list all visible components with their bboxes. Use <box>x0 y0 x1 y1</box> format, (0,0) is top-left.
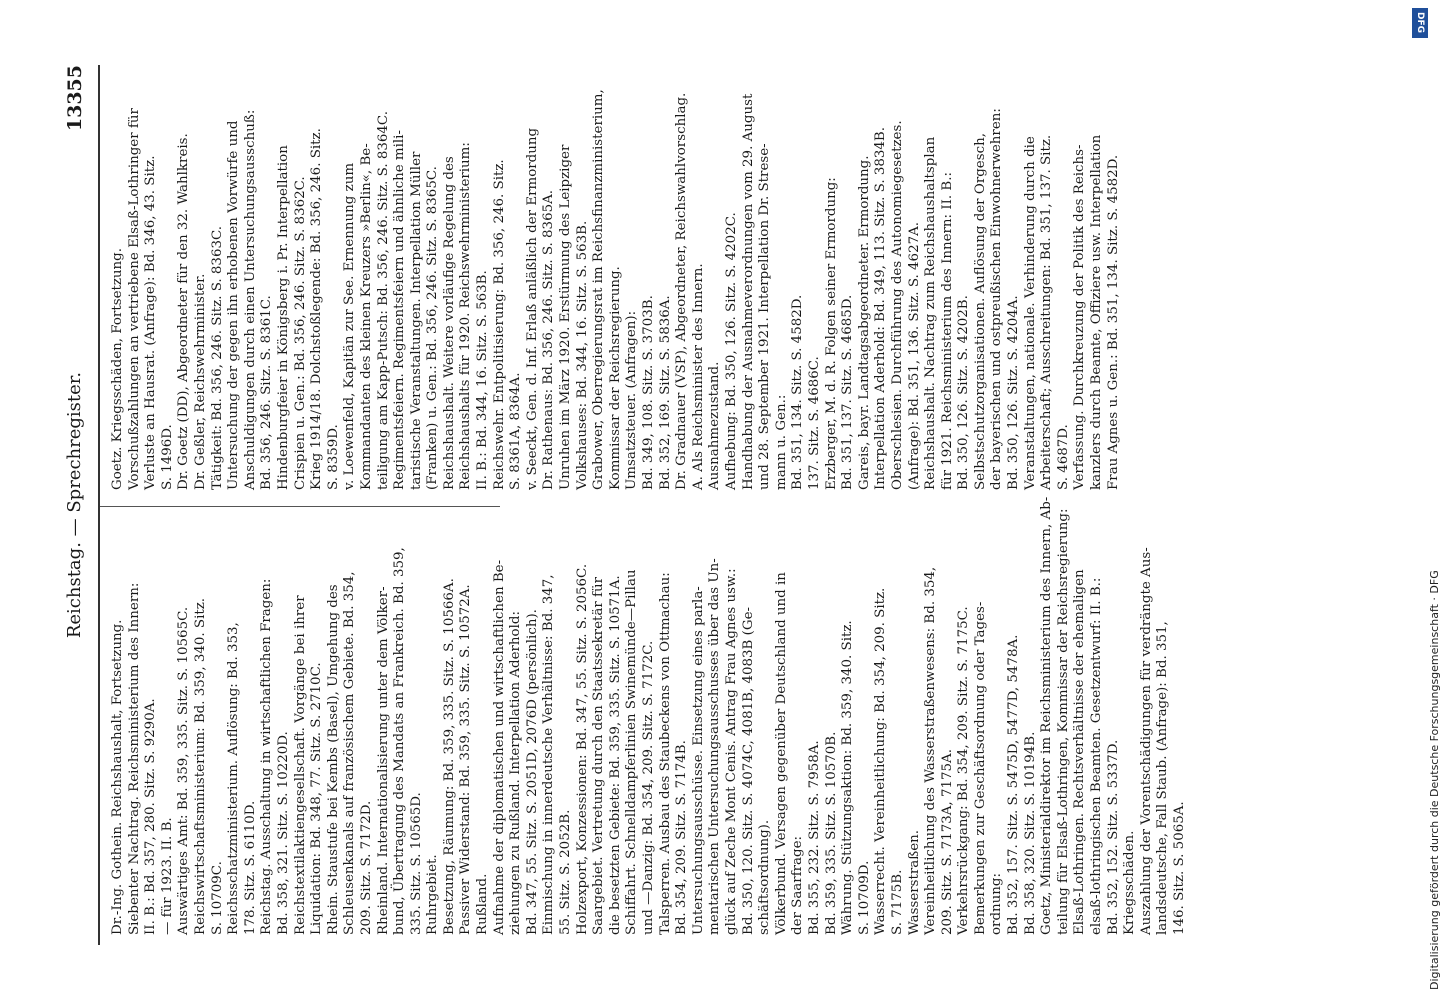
text-line: Hindenburgfeier in Königsberg i. Pr. Interpellation <box>275 145 291 490</box>
digitization-sidebar <box>1404 0 1441 1000</box>
text-line: Bemerkungen zur Geschäftsordnung oder Tages- <box>972 601 988 935</box>
text-line: Reichsschatzministerium. Auflösung: Bd. 353, <box>226 622 242 935</box>
text-line: Schleusenkanals auf französischem Gebiete. Bd. 354, <box>342 571 358 935</box>
text-line: Reichstextilaktiengesellschaft. Vorgänge bei ihrer <box>292 595 308 935</box>
text-line: schäftsordnung). <box>757 819 773 935</box>
text-line: Dr. Gradnauer (VSP), Abgeordneter, Reichswahlvorschlag. <box>674 92 690 490</box>
text-line: der bayerischen und ostpreußischen Einwohnerwehren: <box>989 108 1005 490</box>
text-line: Krieg 1914/18. Dolchstoßlegende: Bd. 356, 246. Sitz. <box>309 128 325 490</box>
text-line: Bd. 352, 157. Sitz. S. 5475D, 5477D, 5478A. <box>1006 634 1022 935</box>
text-line: taristische Veranstaltungen. Interpellation Müller <box>408 151 424 490</box>
text-line: Interpellation Aderhold: Bd. 349, 113. Sitz. S. 3834B. <box>873 126 889 490</box>
text-line: Bd. 358, 321. Sitz. S. 10220D. <box>275 731 291 935</box>
text-line: Reichshaushalts für 1920. Reichswehrministerium: <box>458 142 474 490</box>
text-line: v. Loewenfeld, Kapitän zur See. Ernennung zum <box>342 162 358 490</box>
text-line: landsdeutsche, Fall Staub. (Anfrage): Bd. 351, <box>1155 621 1171 935</box>
text-line: Wasserrecht. Vereinheitlichung: Bd. 354, 209. Sitz. <box>873 587 889 935</box>
text-line: Talsperren. Ausbau des Staubeckens von Ottmachau: <box>657 572 673 935</box>
text-line: Bd. 356, 246. Sitz. S. 8361C. <box>259 295 275 490</box>
text-line: Aufnahme der diplomatischen und wirtschaftlichen Be- <box>491 559 507 935</box>
text-line: Verfassung. Durchkreuzung der Politik des Reichs- <box>1072 144 1088 490</box>
text-line: Reichstag. Ausschaltung in wirtschaftlichen Fragen: <box>259 578 275 935</box>
text-line: Vereinheitlichung des Wasserstraßenwesens: Bd. 354, <box>923 566 939 935</box>
header-rule <box>98 65 100 945</box>
text-line: die besetzten Gebiete: Bd. 359, 335. Sitz. S. 10571A. <box>607 575 623 935</box>
text-line: Bd. 350, 126. Sitz. S. 4202B. <box>956 295 972 490</box>
text-line: Kommandanten des kleinen Kreuzers »Berlin«, Be- <box>358 143 374 490</box>
text-line: und —Danzig: Bd. 354, 209. Sitz. S. 7172C. <box>641 640 656 935</box>
rotated-page-content <box>60 65 1394 945</box>
text-line: ziehungen zu Rußland. Interpellation Aderhold: <box>508 611 524 935</box>
text-line: S. 7175B. <box>889 869 905 935</box>
text-line: Bd. 355, 232. Sitz. S. 7958A. <box>806 740 822 935</box>
text-line: Bd. 350, 126. Sitz. S. 4204A. <box>1006 295 1022 490</box>
text-line: kanzlers durch Beamte, Offiziere usw. Interpellation <box>1089 134 1105 490</box>
text-line: Unruhen im März 1920. Erstürmung des Leipziger <box>558 144 574 490</box>
right-column <box>110 70 1122 490</box>
text-line: 146. Sitz. S. 5065A. <box>1172 801 1187 935</box>
text-line: Bd. 351, 137. Sitz. S. 4685D. <box>840 294 856 490</box>
text-line: (Anfrage): Bd. 351, 136. Sitz. S. 4627A. <box>906 221 922 490</box>
text-line: S. 1496D. <box>159 424 175 490</box>
text-line: 209. Sitz. S. 7172D. <box>358 800 374 935</box>
text-line: Verkehrsrückgang: Bd. 354, 209. Sitz. S. 7175C. <box>956 606 972 935</box>
text-line: Bd. 358, 320. Sitz. S. 10194B. <box>1022 731 1038 935</box>
text-line: mentarischen Untersuchungsausschusses über das Un- <box>707 558 723 935</box>
text-line: der Saarfrage: <box>790 835 806 935</box>
text-line: Auszahlung der Vorentschädigungen für verdrängte Aus- <box>1138 547 1154 935</box>
text-line: teiligung am Kapp-Putsch: Bd. 356, 246. Sitz. S. 8364C. <box>375 111 391 490</box>
text-line: Schiffahrt. Schnelldampferlinien Swinemünde—Pillau <box>624 569 640 935</box>
text-line: ordnung: <box>989 873 1005 935</box>
text-line: elsaß-lothringischen Beamten. Gesetzentwurf: II. B.: <box>1089 577 1105 935</box>
text-line: Wasserstraßen. <box>906 829 922 935</box>
text-line: Rheinland. Internationalisierung unter dem Völker- <box>375 586 391 935</box>
text-line: Tätigkeit: Bd. 356, 246. Sitz. S. 8363C. <box>209 225 225 490</box>
text-line: Bd. 351, 134. Sitz. S. 4582D. <box>790 294 806 490</box>
text-line: Selbstschutzorganisationen. Auflösung der Orgesch, <box>972 133 988 490</box>
text-line: Kriegsschäden. <box>1122 830 1138 935</box>
text-line: Reichswehr. Entpolitisierung: Bd. 356, 246. Sitz. <box>491 159 507 490</box>
text-line: Untersuchung der gegen ihn erhobenen Vorwürfe und <box>226 120 242 490</box>
text-line: Dr. Geßler, Reichswehrminister. <box>192 273 208 490</box>
text-line: Siebenter Nachtrag. Reichsministerium des Innern: <box>126 582 142 935</box>
text-line: (Franken) u. Gen.: Bd. 356, 246. Sitz. S. 8365C. <box>425 166 441 490</box>
text-line: Bd. 352, 169. Sitz. S. 5836A. <box>657 295 673 490</box>
text-line: Einmischung in innerdeutsche Verhältnisse: Bd. 347, <box>541 574 557 935</box>
text-line: Grabower, Oberregierungsrat im Reichsfinanzministerium, <box>591 89 607 490</box>
text-line: Rhein. Staustufe bei Kembs (Basel), Umgehung des <box>325 584 341 935</box>
text-line: Besetzung, Räumung: Bd. 359, 335. Sitz. S. 10566A. <box>441 578 457 935</box>
text-line: S. 8359D. <box>325 424 341 490</box>
text-line: v. Seeckt, Gen. d. Inf. Erlaß anläßlich der Ermordung <box>524 127 540 490</box>
text-line: Veranstaltungen, nationale. Verhinderung durch die <box>1022 136 1038 490</box>
page-number: 13355 <box>64 65 86 132</box>
text-line: mann u. Gen.: <box>773 394 789 490</box>
text-line: Ausnahmezustand. <box>707 361 723 490</box>
text-line: Dr. Goetz (DD), Abgeordneter für den 32. Wahlkreis. <box>176 133 192 490</box>
text-line: Erzberger, M. d. R. Folgen seiner Ermordung: <box>823 177 839 490</box>
text-line: Goetz, Ministerialdirektor im Reichsministerium des Innern, Ab- <box>1039 496 1055 935</box>
left-column <box>110 496 1189 935</box>
text-line: Bd. 347, 55. Sitz. S. 2051D, 2076D (persönlich). <box>524 609 540 935</box>
text-line: Umsatzsteuer. (Anfragen): <box>624 310 640 490</box>
text-line: S. 10709D. <box>856 860 872 935</box>
text-line: Passiver Widerstand: Bd. 359, 335. Sitz. S. 10572A. <box>458 584 474 935</box>
text-line: S. 10709C. <box>209 861 225 935</box>
page-header <box>60 65 100 945</box>
text-line: 137. Sitz. S. 4686C. <box>806 356 822 490</box>
text-line: Dr.-Ing. Gothein. Reichshaushalt, Fortsetzung. <box>110 619 125 935</box>
text-line: Liquidation: Bd. 348, 77. Sitz. S. 2710C. <box>309 662 325 935</box>
text-line: 55. Sitz. S. 2052B. <box>558 809 574 935</box>
text-line: Auswärtiges Amt: Bd. 359, 335. Sitz. S. 10565C. <box>176 606 192 935</box>
text-line: 178. Sitz. S. 6110D. <box>242 800 258 935</box>
text-line: 209. Sitz. S. 7173A, 7175A. <box>939 749 955 935</box>
digitization-credit: Digitalisierung gefördert durch die Deutsche Forschungsgemeinschaft · DFG <box>1428 570 1441 990</box>
text-line: Anschuldigungen durch einen Untersuchungsausschuß: <box>242 109 258 490</box>
text-line: S. 4687D. <box>1055 424 1071 490</box>
running-title: Reichstag. — Sprechregister. <box>64 371 85 639</box>
text-line: Währung. Stützungsaktion: Bd. 359, 340. Sitz. <box>840 620 856 935</box>
text-line: Arbeiterschaft; Ausschreitungen: Bd. 351, 137. Sitz. <box>1039 134 1055 490</box>
text-line: Reichshaushalt. Weitere vorläufige Regelung des <box>441 156 457 490</box>
text-line: Bd. 359, 335. Sitz. S. 10570B. <box>823 731 839 935</box>
text-line: Frau Agnes u. Gen.: Bd. 351, 134. Sitz. S. 4582D. <box>1105 154 1121 490</box>
text-line: Reichshaushalt. Nachtrag zum Reichshaushaltsplan <box>923 136 939 490</box>
text-line: Untersuchungsausschüsse. Einsetzung eines parla- <box>690 586 706 935</box>
text-line: glück auf Zeche Mont Cenis. Antrag Frau Agnes usw.: <box>723 568 739 935</box>
text-line: und 28. September 1921. Interpellation Dr. Strese- <box>757 143 773 490</box>
text-line: Holzexport, Konzessionen: Bd. 347, 55. Sitz. S. 2056C. <box>574 563 590 935</box>
text-line: Regimentsfeiern. Regimentsfeiern und ähnliche mili- <box>392 130 408 490</box>
text-line: II. B.: Bd. 357, 280. Sitz. S. 9290A. <box>143 698 159 935</box>
text-line: Vorschußzahlungen an vertriebene Elsaß-Lothringer für <box>126 108 142 490</box>
text-line: S. 8361A, 8364A. <box>508 372 524 490</box>
text-line: Ruhrgebiet. <box>425 854 441 935</box>
text-line: Bd. 349, 108. Sitz. S. 3703B. <box>641 295 656 490</box>
text-line: II. B.: Bd. 344, 16. Sitz. S. 563B. <box>475 270 491 490</box>
text-line: Völkerbund. Versagen gegenüber Deutschland und in <box>773 572 789 935</box>
column-divider <box>100 506 500 507</box>
text-line: Elsaß-Lothringen. Rechtsverhältnisse der ehemaligen <box>1072 569 1088 935</box>
text-line: Oberschlesien. Durchführung des Autonomiegesetzes. <box>889 120 905 490</box>
text-line: teilung für Elsaß-Lothringen, Kommissar der Reichsregierung: <box>1055 508 1071 935</box>
text-line: Bd. 350, 120. Sitz. S. 4074C, 4081B, 4083B (Ge- <box>740 606 756 935</box>
text-line: für 1921. Reichsministerium des Innern: II. B.: <box>939 171 955 490</box>
text-line: Aufhebung: Bd. 350, 126. Sitz. S. 4202C. <box>723 212 739 490</box>
text-line: bund, Übertragung des Mandats an Frankreich. Bd. 359, <box>392 547 408 935</box>
dfg-logo: DFG <box>1412 8 1428 38</box>
text-line: A. Als Reichsminister des Innern. <box>690 263 706 490</box>
text-line: Volkshauses: Bd. 344, 16. Sitz. S. 563B. <box>574 220 590 490</box>
text-line: Bd. 354, 209. Sitz. S. 7174B. <box>674 740 690 935</box>
text-line: Handhabung der Ausnahmeverordnungen vom 29. August <box>740 93 756 490</box>
text-line: Kommissar der Reichsregierung. <box>607 266 623 490</box>
text-line: Bd. 352, 152. Sitz. S. 5337D. <box>1105 739 1121 935</box>
text-line: Goetz. Kriegsschäden, Fortsetzung. <box>110 247 125 490</box>
text-line: Saargebiet. Vertretung durch den Staatssekretär für <box>591 576 607 935</box>
text-line: Gareis, bayr. Landtagsabgeordneter. Ermordung. <box>856 155 872 490</box>
text-line: Verluste an Hausrat. (Anfrage): Bd. 346, 43. Sitz. <box>143 155 159 490</box>
text-line: 335. Sitz. S. 10565D. <box>408 792 424 935</box>
text-line: Reichswirtschaftsministerium: Bd. 359, 340. Sitz. <box>192 597 208 935</box>
text-line: Dr. Rathenaus: Bd. 356, 246. Sitz. S. 8365A. <box>541 189 557 490</box>
text-line: Rußland. <box>475 873 491 935</box>
text-line: — für 1923. II. B. <box>159 817 175 935</box>
text-line: Crispien u. Gen.: Bd. 356, 246. Sitz. S. 8362C. <box>292 176 308 490</box>
